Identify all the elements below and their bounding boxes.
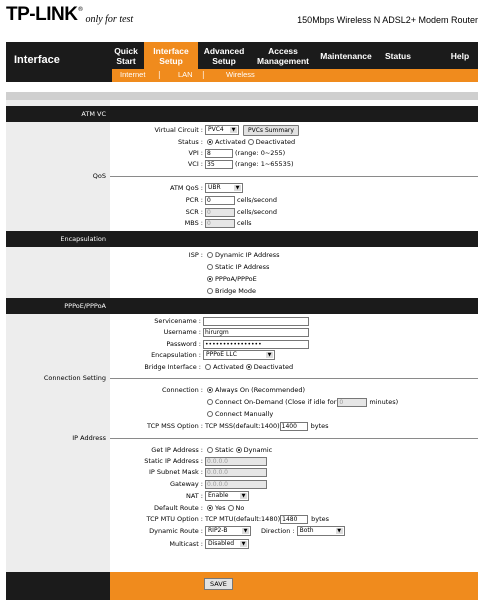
section-ip-address: IP Address — [72, 434, 106, 442]
radio-bridge-deactivated[interactable] — [246, 364, 252, 370]
subnet-mask-input[interactable]: 0.0.0.0 — [205, 468, 267, 477]
divider — [110, 438, 478, 439]
tab-status[interactable]: Status — [385, 51, 411, 61]
subtab-wireless[interactable]: Wireless — [226, 70, 255, 79]
section-title: Interface — [14, 54, 60, 66]
row-isp-bridge: Bridge Mode — [110, 285, 256, 297]
label-status: Status : — [178, 138, 203, 146]
row-connection-on-demand: Connect On-Demand (Close if idle for 0 minutes) — [110, 396, 398, 408]
row-get-ip: Get IP Address : Static Dynamic — [110, 444, 272, 456]
label-nat: NAT : — [185, 492, 203, 500]
radio-default-route-no[interactable] — [228, 505, 234, 511]
label-gateway: Gateway : — [170, 480, 203, 488]
label-password: Password : — [166, 340, 201, 348]
save-button[interactable]: SAVE — [204, 578, 233, 590]
mbs-unit: cells — [237, 219, 252, 227]
row-vci — [110, 158, 294, 170]
password-input[interactable]: •••••••••••••••• — [203, 340, 309, 349]
tab-quick-start[interactable]: Quick Start — [114, 46, 138, 66]
row-nat — [110, 490, 249, 502]
radio-status-deactivated[interactable] — [248, 139, 254, 145]
row-isp-dynamic: ISP : Dynamic IP Address — [110, 249, 280, 261]
select-virtual-circuit[interactable]: PVC4 ▼ — [205, 125, 239, 135]
row-pcr — [110, 194, 277, 206]
label-get-ip: Get IP Address : — [151, 446, 203, 454]
logo-text: TP-LINK — [6, 4, 78, 25]
divider — [110, 378, 478, 379]
row-status: Status : Activated Deactivated — [110, 136, 295, 148]
label-username: Username : — [163, 328, 201, 336]
row-tcp-mtu: TCP MTU Option : TCP MTU(default:1480) 1480 bytes — [110, 513, 329, 525]
tab-advanced-setup[interactable]: Advanced Setup — [203, 46, 245, 66]
subtab-internet[interactable]: Internet — [120, 70, 146, 79]
mbs-input[interactable]: 0 — [205, 219, 235, 228]
section-qos: QoS — [92, 172, 106, 180]
vpi-input[interactable]: 8 — [205, 149, 233, 158]
tab-help[interactable]: Help — [450, 51, 470, 61]
radio-always-on[interactable] — [207, 387, 213, 393]
row-mbs — [110, 217, 252, 229]
radio-isp-bridge[interactable] — [207, 288, 213, 294]
section-pppoe: PPPoE/PPPoA — [6, 298, 478, 314]
label-default-route: Default Route : — [154, 504, 203, 512]
pvcs-summary-button[interactable]: PVCs Summary — [243, 125, 299, 136]
tp-link-logo — [6, 5, 133, 25]
scr-input[interactable]: 0 — [205, 208, 235, 217]
radio-status-activated[interactable] — [207, 139, 213, 145]
row-bridge-interface: Bridge Interface : Activated Deactivated — [110, 361, 293, 373]
label-vpi: VPI : — [188, 149, 203, 157]
tcp-mtu-input[interactable]: 1480 — [280, 515, 308, 524]
row-ppp-encapsulation — [110, 349, 275, 361]
label-ppp-encapsulation: Encapsulation : — [151, 351, 201, 359]
pcr-unit: cells/second — [237, 196, 277, 204]
section-atm-vc: ATM VC — [6, 106, 478, 122]
vci-input[interactable]: 35 — [205, 160, 233, 169]
label-servicename: Servicename : — [154, 317, 201, 325]
scr-unit: cells/second — [237, 208, 277, 216]
row-isp-pppoe: PPPoA/PPPoE — [110, 273, 257, 285]
gateway-input[interactable]: 0.0.0.0 — [205, 480, 267, 489]
select-dynamic-route[interactable]: RIP2-B ▼ — [205, 526, 251, 536]
product-name: 150Mbps Wireless N ADSL2+ Modem Router — [297, 15, 478, 25]
label-direction: Direction : — [261, 527, 295, 535]
select-ppp-encapsulation[interactable]: PPPoE LLC ▼ — [203, 350, 275, 360]
radio-isp-static[interactable] — [207, 264, 213, 270]
row-connection-manual: Connect Manually — [110, 408, 273, 420]
select-multicast[interactable]: Disabled ▼ — [205, 539, 249, 549]
servicename-input[interactable] — [203, 317, 309, 326]
radio-bridge-activated[interactable] — [205, 364, 211, 370]
logo-registered-mark: ® — [77, 6, 84, 13]
tab-access-management[interactable]: Access Management — [257, 46, 309, 66]
subnav-separator: | — [202, 70, 205, 79]
row-virtual-circuit — [110, 124, 299, 136]
radio-ip-static[interactable] — [207, 447, 213, 453]
divider — [110, 176, 478, 177]
label-pcr: PCR : — [185, 196, 203, 204]
label-mbs: MBS : — [184, 219, 203, 227]
sub-nav — [6, 69, 478, 82]
footer-bar — [110, 572, 478, 600]
main-nav — [6, 42, 478, 69]
radio-isp-pppoe[interactable] — [207, 276, 213, 282]
label-bridge-interface: Bridge Interface : — [144, 363, 201, 371]
row-dynamic-route — [110, 525, 345, 537]
idle-time-input[interactable]: 0 — [337, 398, 367, 407]
row-default-route: Default Route : Yes No — [110, 502, 244, 514]
label-virtual-circuit: Virtual Circuit : — [154, 126, 203, 134]
row-tcp-mss: TCP MSS Option : TCP MSS(default:1400) 1400 bytes — [110, 420, 329, 432]
row-isp-static: Static IP Address — [110, 261, 269, 273]
row-multicast — [110, 538, 249, 550]
radio-on-demand[interactable] — [207, 399, 213, 405]
static-ip-input[interactable]: 0.0.0.0 — [205, 457, 267, 466]
logo-tagline: only for test — [85, 14, 134, 25]
tab-maintenance[interactable]: Maintenance — [320, 51, 372, 61]
section-connection-setting: Connection Setting — [43, 374, 106, 382]
tcp-mss-input[interactable]: 1400 — [280, 422, 308, 431]
radio-ip-dynamic[interactable] — [236, 447, 242, 453]
subnav-separator: | — [158, 70, 161, 79]
radio-connect-manually[interactable] — [207, 411, 213, 417]
footer-left — [6, 572, 110, 600]
vpi-range: (range: 0~255) — [235, 149, 286, 157]
vci-range: (range: 1~65535) — [235, 160, 294, 168]
label-tcp-mss: TCP MSS Option : — [147, 422, 203, 430]
label-vci: VCI : — [187, 160, 203, 168]
username-input[interactable]: hirurgm — [203, 328, 309, 337]
label-multicast: Multicast : — [169, 540, 203, 548]
row-atm-qos — [110, 182, 243, 194]
subtab-lan[interactable]: LAN — [178, 70, 193, 79]
label-tcp-mtu: TCP MTU Option : — [146, 515, 203, 523]
label-static-ip: Static IP Address : — [144, 457, 203, 465]
tab-interface-setup[interactable]: Interface Setup — [144, 42, 198, 69]
select-direction[interactable]: Both ▼ — [297, 526, 345, 536]
label-atm-qos: ATM QoS : — [169, 184, 203, 192]
row-connection-always-on: Connection : Always On (Recommended) — [110, 384, 305, 396]
radio-isp-dynamic[interactable] — [207, 252, 213, 258]
top-spacer — [6, 92, 478, 100]
label-scr: SCR : — [185, 208, 203, 216]
radio-default-route-yes[interactable] — [207, 505, 213, 511]
label-subnet-mask: IP Subnet Mask : — [148, 468, 203, 476]
label-isp: ISP : — [188, 251, 203, 259]
row-username — [110, 326, 309, 338]
label-dynamic-route: Dynamic Route : — [149, 527, 203, 535]
label-connection: Connection : — [161, 386, 203, 394]
section-encapsulation: Encapsulation — [6, 231, 478, 247]
row-subnet-mask — [110, 466, 267, 478]
row-gateway — [110, 478, 267, 490]
select-atm-qos[interactable]: UBR ▼ — [205, 183, 243, 193]
select-nat[interactable]: Enable ▼ — [205, 491, 249, 501]
pcr-input[interactable]: 0 — [205, 196, 235, 205]
